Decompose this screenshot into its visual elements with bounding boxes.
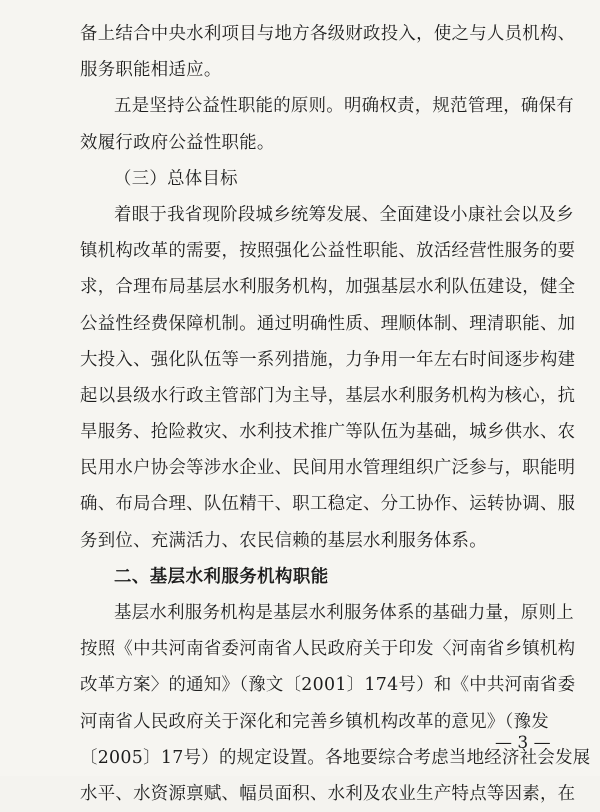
text-line: 镇机构改革的需要，按照强化公益性职能、放活经营性服务的要 — [80, 241, 576, 262]
text-line: 〔2005〕17号）的规定设置。各地要综合考虑当地经济社会发展 — [80, 747, 591, 768]
text-line: 着眼于我省现阶段城乡统筹发展、全面建设小康社会以及乡 — [114, 204, 574, 225]
text-line: 水平、水资源禀赋、幅员面积、水利及农业生产特点等因素，在 — [80, 783, 576, 804]
text-line: 民用水户协会等涉水企业、民间用水管理组织广泛参与，职能明 — [80, 458, 576, 479]
text-line: 基层水利服务机构是基层水利服务体系的基础力量，原则上 — [114, 603, 574, 623]
text-line: 河南省人民政府关于深化和完善乡镇机构改革的意见》（豫发 — [80, 711, 549, 732]
text-line: 求，合理布局基层水利服务机构，加强基层水利队伍建设，健全 — [80, 277, 576, 298]
text-line: 五是坚持公益性职能的原则。明确权责，规范管理，确保有 — [114, 96, 574, 117]
text-line: 备上结合中央水利项目与地方各级财政投入，使之与人员机构、 — [80, 24, 576, 44]
text-line: 服务职能相适应。 — [80, 60, 222, 81]
page-number: — 3 — — [495, 733, 551, 753]
text-line: 效履行政府公益性职能。 — [80, 132, 275, 153]
text-line: 公益性经费保障机制。通过明确性质、理顺体制、理清职能、加 — [80, 313, 576, 334]
text-line: 按照《中共河南省委河南省人民政府关于印发〈河南省乡镇机构 — [80, 639, 576, 660]
text-line: 务到位、充满活力、农民信赖的基层水利服务体系。 — [80, 530, 487, 551]
chapter-heading: 二、基层水利服务机构职能 — [114, 566, 329, 587]
text-line: 大投入、强化队伍等一系列措施，力争用一年左右时间逐步构建 — [80, 349, 576, 370]
document-body — [80, 16, 591, 812]
section-heading: （三）总体目标 — [114, 168, 238, 189]
text-line: 起以县级水行政主管部门为主导，基层水利服务机构为核心，抗 — [80, 385, 576, 406]
text-line: 旱服务、抢险救灾、水利技术推广等队伍为基础，城乡供水、农 — [80, 422, 576, 443]
text-line: 改革方案〉的通知》（豫文〔2001〕174号）和《中共河南省委 — [80, 675, 576, 696]
text-line: 确、布局合理、队伍精干、职工稳定、分工协作、运转协调、服 — [80, 494, 576, 515]
